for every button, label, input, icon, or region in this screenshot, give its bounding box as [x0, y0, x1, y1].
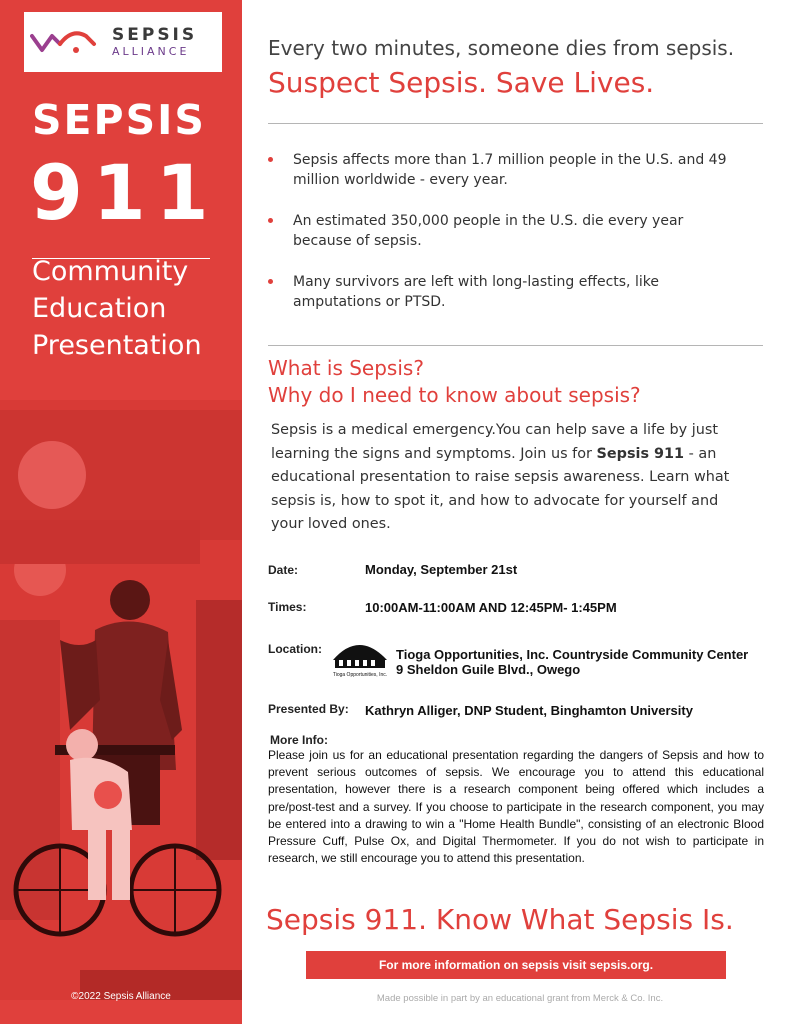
subtitle	[32, 253, 237, 364]
section-heading-why: Why do I need to know about sepsis?	[268, 383, 641, 407]
title-sepsis: SEPSIS	[32, 96, 206, 144]
list-item	[268, 272, 738, 312]
sepsis-org-link[interactable]: For more information on sepsis visit sepsis.org.	[306, 951, 726, 979]
intro-paragraph	[271, 419, 753, 537]
date-value: Monday, September 21st	[365, 562, 518, 577]
times-value: 10:00AM-11:00AM AND 12:45PM- 1:45PM	[365, 600, 617, 615]
bullet-dot-icon	[268, 279, 273, 284]
tagline: Sepsis 911. Know What Sepsis Is.	[266, 903, 734, 936]
section-heading-what: What is Sepsis?	[268, 356, 424, 380]
sepsis-alliance-logo	[24, 12, 222, 72]
times-label: Times:	[268, 600, 307, 614]
location-line1: Tioga Opportunities, Inc. Countryside Community Center	[396, 647, 749, 662]
tioga-house-logo-icon	[329, 636, 391, 678]
list-item	[268, 211, 738, 251]
facts-list	[268, 150, 738, 333]
intro-text-continued: - an educational presentation to raise sepsis awareness. Learn what sepsis is, how to spot it, and how to advocate for yourself and your loved ones.	[271, 445, 730, 533]
subtitle-line-education: Education	[32, 293, 167, 324]
subtitle-line-presentation: Presentation	[32, 330, 202, 361]
headline-slogan: Suspect Sepsis. Save Lives.	[268, 66, 655, 99]
divider-top	[268, 123, 763, 124]
footer-grant-note: Made possible in part by an educational grant from Merck & Co. Inc.	[376, 993, 664, 1004]
presenter-label: Presented By:	[268, 702, 349, 716]
intro-text: Sepsis is a medical emergency.You can help save a life by just learning the signs and symptoms. Join us for	[271, 422, 719, 462]
bullet-dot-icon	[268, 218, 273, 223]
hospital-wheelchair-photo	[0, 400, 242, 1000]
tioga-logo-caption: Tioga Opportunities, Inc.	[332, 672, 388, 678]
title-911: 911	[30, 148, 219, 237]
presenter-value: Kathryn Alliger, DNP Student, Binghamton University	[365, 703, 693, 718]
intro-bold-text: Sepsis 911	[596, 445, 685, 462]
fact-text: Sepsis affects more than 1.7 million people in the U.S. and 49 million worldwide - every year.	[293, 152, 727, 188]
fact-text: An estimated 350,000 people in the U.S. die every year because of sepsis.	[293, 213, 684, 249]
more-info-label: More Info:	[270, 733, 328, 747]
sidebar-panel	[0, 0, 242, 1024]
divider-middle	[268, 345, 763, 346]
headline-statistic: Every two minutes, someone dies from sepsis.	[268, 36, 735, 60]
sepsis-alliance-logo-icon	[30, 26, 106, 56]
list-item	[268, 150, 738, 190]
copyright-text: ©2022 Sepsis Alliance	[71, 991, 171, 1002]
logo-text-sepsis: SEPSIS	[112, 25, 198, 45]
fact-text: Many survivors are left with long-lasting effects, like amputations or PTSD.	[293, 274, 659, 310]
subtitle-line-community: Community	[32, 256, 189, 287]
date-label: Date:	[268, 563, 299, 577]
bullet-dot-icon	[268, 157, 273, 162]
location-label: Location:	[268, 642, 322, 656]
logo-text-alliance: ALLIANCE	[112, 45, 190, 58]
more-info-text: Please join us for an educational presentation regarding the dangers of Sepsis and how to prevent serious outcomes of sepsis. We encourage you to attend this educational presentation, however there is a research component being offered which includes a pre/post-test and a survey. If you choose to participate in the research component, you may be entered into a drawing to win a "Home Health Bundle", consisting of an electronic Blood Pressure Cuff, Pulse Ox, and Digital Thermometer. If you do not wish to participate in research, we still encourage you to attend this presentation.	[268, 748, 764, 866]
location-line2: 9 Sheldon Guile Blvd., Owego	[396, 662, 581, 677]
